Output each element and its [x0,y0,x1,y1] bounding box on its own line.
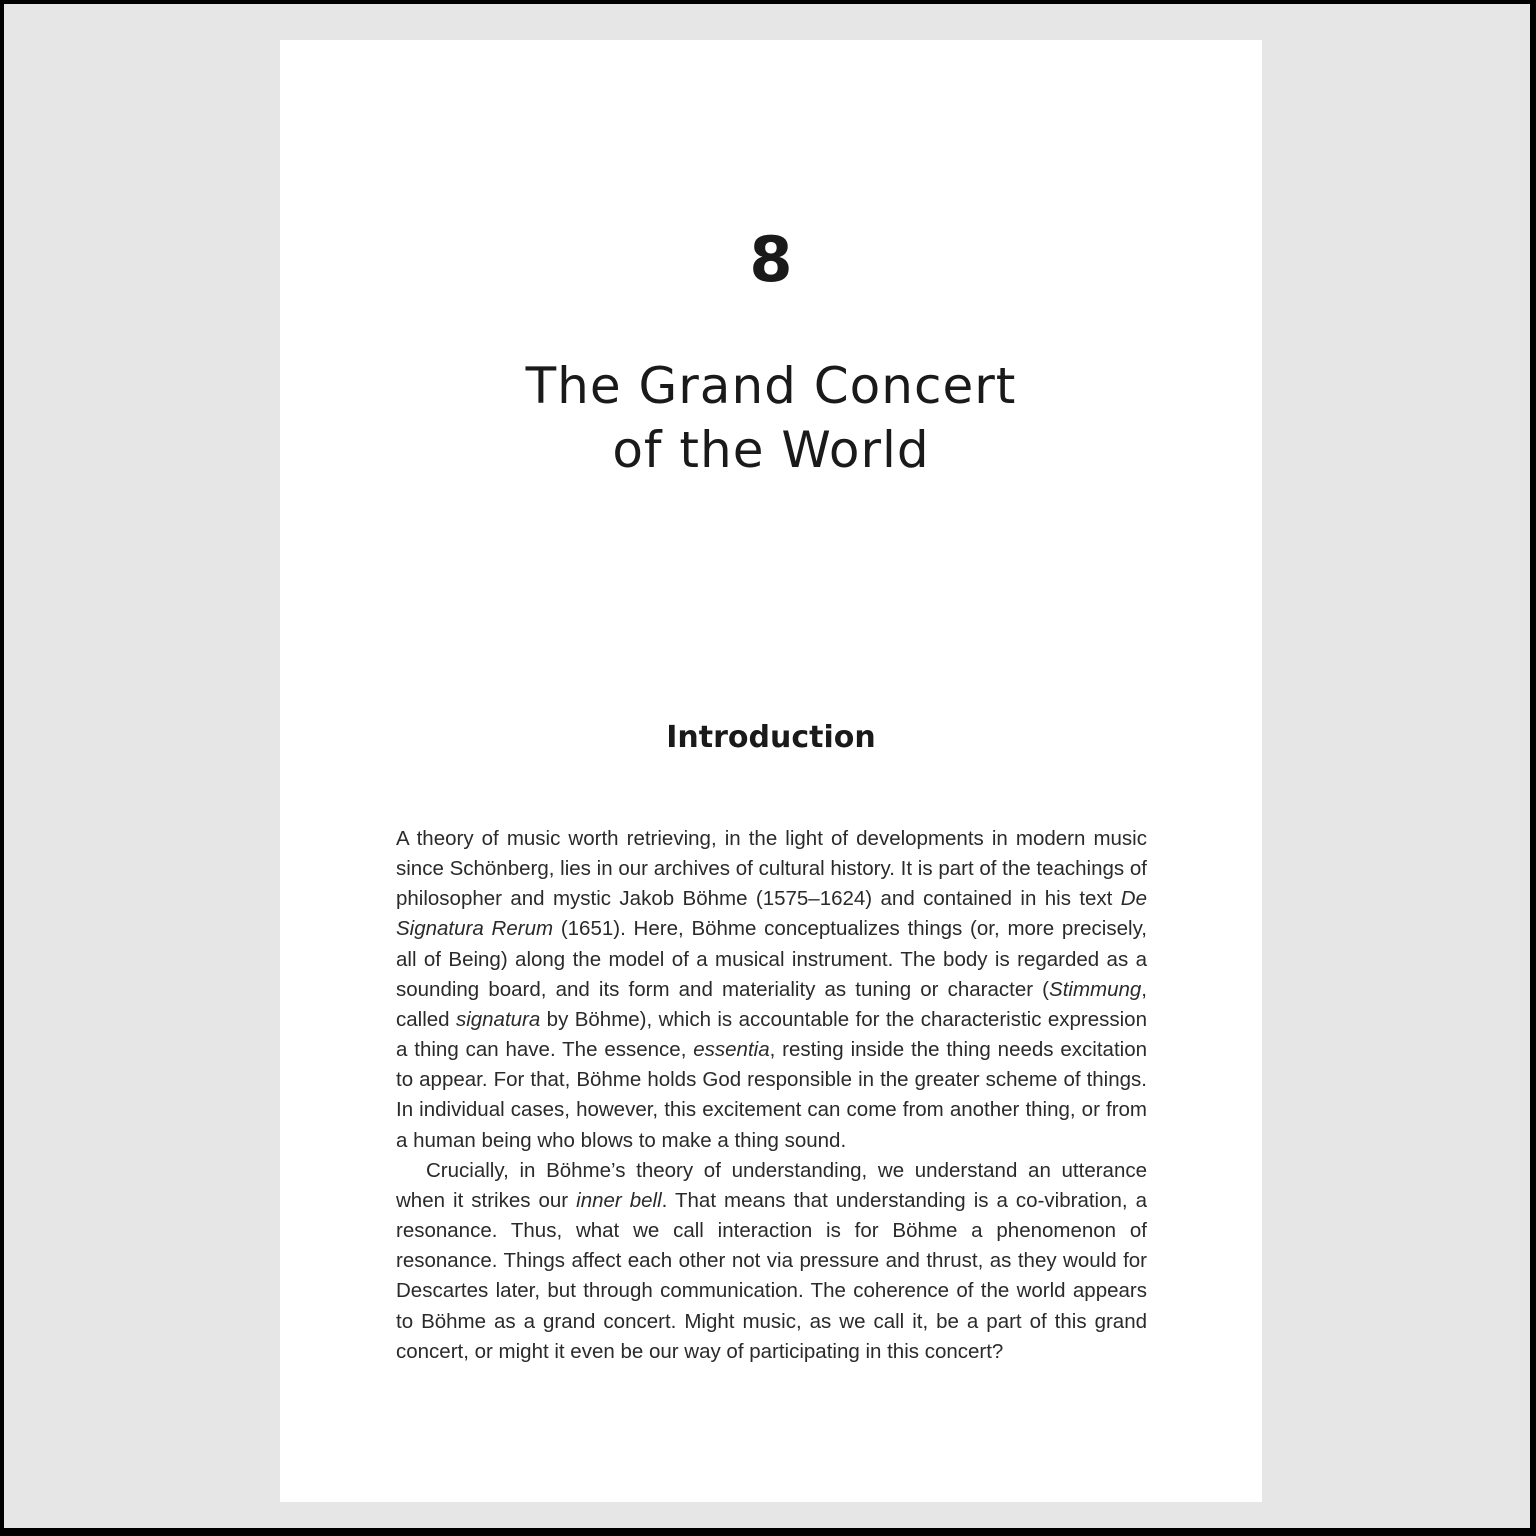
paragraph-1-text-4: by Böhme), which is accountable for the characteristic expression a thing can have. The essence, [396,1007,1147,1062]
paragraph-2-italic-1: inner bell [576,1188,662,1212]
paragraph-1-text-3: , called [396,977,1147,1031]
chapter-title-line-2: of the World [612,421,930,479]
viewer-background [4,4,1530,1528]
paragraph-1-text-5: , resting inside the thing needs excitation to appear. For that, Böhme holds God responsible in the greater scheme of things. In individual cases, however, this excitement can come from another thing, or from a human being who blows to make a thing sound. [396,1038,1147,1152]
paragraph-2-text-1: Crucially, in Böhme’s theory of understanding, we understand an utterance when it strikes our [396,1158,1147,1212]
paragraph-2-text-2: . That means that understanding is a co-vibration, a resonance. Thus, what we call interaction is for Böhme a phenomenon of resonance. Things affect each other not via pressure and thrust, as they would for Descartes later, but through communication. The coherence of the world appears to Böhme as a grand concert. Might music, as we call it, be a part of this grand concert, or might it even be our way of participating in this concert? [396,1188,1147,1363]
chapter-title [280,354,1262,482]
body-text [396,824,1147,1367]
section-heading: Introduction [666,720,876,755]
paragraph-1-text-2: (1651). Here, Böhme conceptualizes things (or, more precisely, all of Being) along the model of a musical instrument. The body is regarded as a sounding board, and its form and materiality as tuning or character ( [396,917,1147,1001]
book-page [280,40,1262,1502]
paragraph-1-italic-2: Stimmung [1049,977,1142,1001]
paragraph-1-italic-1: De Signatura Rerum [396,887,1147,941]
paragraph-1 [396,824,1147,1156]
paragraph-1-text-1: A theory of music worth retrieving, in the light of developments in modern music since Schönberg, lies in our archives of cultural history. It is part of the teachings of philosopher and mystic Jakob Böhme (1575–1624) and contained in his text [396,827,1147,911]
paragraph-2 [396,1156,1147,1367]
paragraph-1-italic-3: signatura [455,1007,541,1031]
chapter-title-line-1: The Grand Concert [525,357,1017,415]
chapter-number: 8 [749,223,793,296]
paragraph-1-italic-4: essentia [693,1038,770,1062]
